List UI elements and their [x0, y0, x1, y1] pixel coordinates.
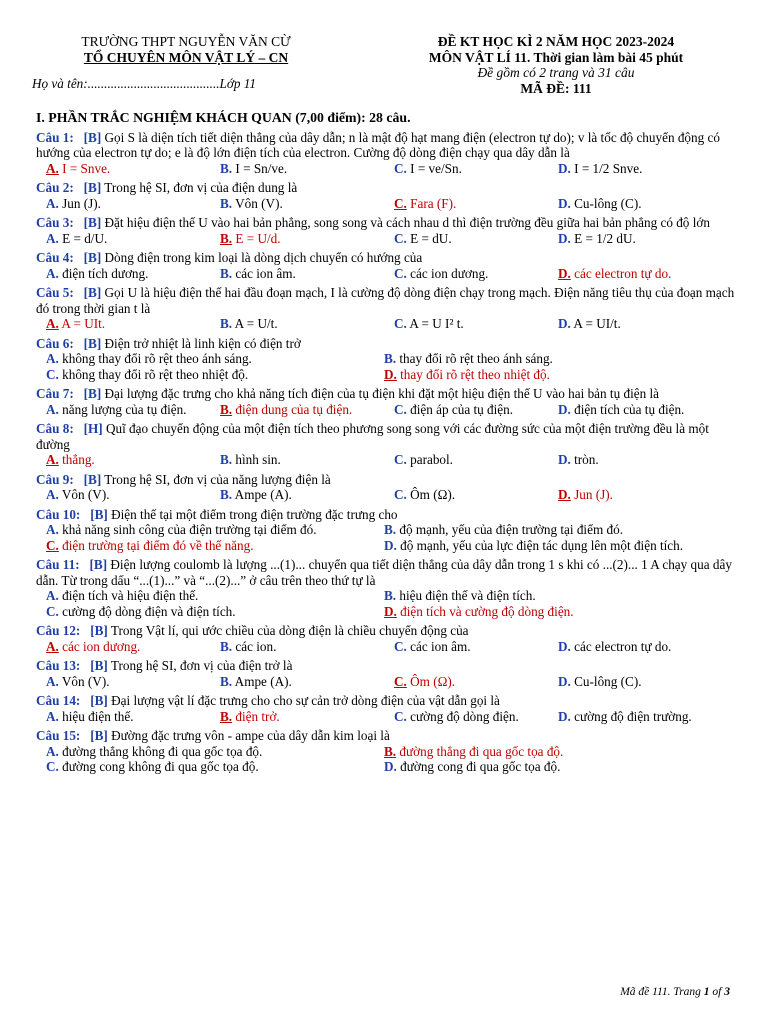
- option-letter: B.: [384, 522, 397, 537]
- answer-option: [374, 759, 736, 775]
- question-text: Điện trở nhiệt là linh kiện có điện trở: [104, 335, 301, 351]
- answer-option: [210, 161, 384, 177]
- question-text: Gọi S là diện tích tiết diện thẳng của dây dẫn; n là mật độ hạt mang điện (electron tự do); v là tốc độ chuyển động có hướng của electron tự do; e là độ lớn điện tích của electron. Cường độ dòng điện chạy qua dây dẫn là: [36, 129, 720, 160]
- option-letter: D.: [558, 230, 571, 246]
- option-letter: D.: [558, 316, 571, 331]
- option-text: thẳng.: [62, 452, 95, 467]
- page-footer: [620, 985, 730, 1001]
- answer-option-correct: [36, 452, 210, 468]
- option-letter: B.: [220, 195, 233, 211]
- question-level: [B]: [90, 693, 108, 708]
- question-text-line: [36, 507, 736, 523]
- school-name: TRƯỜNG THPT NGUYỄN VĂN CỪ: [81, 34, 291, 49]
- option-list: [36, 674, 736, 690]
- question-text-line: [36, 250, 736, 266]
- question: [36, 557, 736, 619]
- option-text: cường độ dòng điện.: [410, 708, 519, 724]
- question-number: Câu 13:: [36, 658, 81, 673]
- question-list: [36, 130, 736, 775]
- answer-option: [374, 588, 736, 604]
- option-list: [36, 351, 736, 382]
- answer-option-correct: [374, 604, 736, 620]
- option-text: Vôn (V).: [61, 487, 110, 502]
- option-text: không thay đổi rõ rệt theo nhiệt độ.: [62, 366, 249, 382]
- option-letter: D.: [558, 487, 571, 502]
- answer-option: [36, 402, 210, 418]
- option-letter: C.: [394, 316, 407, 331]
- question: [36, 693, 736, 724]
- answer-option: [548, 639, 736, 655]
- option-letter: B.: [220, 230, 233, 246]
- question-number: Câu 2:: [36, 180, 74, 195]
- answer-option: [36, 522, 374, 538]
- option-list: [36, 522, 736, 553]
- question-text-line: [36, 130, 736, 161]
- answer-option: [548, 452, 736, 468]
- question: [36, 421, 736, 468]
- answer-option: [548, 316, 736, 332]
- department-name: TỔ CHUYÊN MÔN VẬT LÝ – CN: [83, 49, 289, 65]
- footer-total: 3: [724, 986, 730, 998]
- option-letter: C.: [46, 759, 59, 774]
- option-text: I = 1/2 Snve.: [574, 160, 643, 176]
- option-text: độ mạnh, yếu của điện trường tại điểm đó.: [399, 522, 623, 537]
- option-letter: C.: [394, 160, 407, 176]
- question-text: Quĩ đạo chuyển động của một điện tích theo phương song song với các đường sức của một điện trường đều là một đường: [36, 421, 709, 452]
- option-text: cường độ dòng điện và điện tích.: [62, 603, 236, 619]
- option-letter: C.: [46, 603, 59, 619]
- option-letter: C.: [394, 230, 407, 246]
- option-text: A = U I² t.: [409, 316, 464, 331]
- exam-code: MÃ ĐỀ: 111: [520, 80, 592, 96]
- option-letter: C.: [394, 265, 407, 281]
- answer-option: [210, 266, 384, 282]
- question-number: Câu 7:: [36, 386, 74, 401]
- question-text: Trong Vật lí, qui ước chiều của dòng điện là chiều chuyển động của: [110, 623, 469, 638]
- answer-option: [374, 522, 736, 538]
- answer-option: [548, 674, 736, 690]
- option-text: điện tích và hiệu điện thế.: [62, 588, 199, 603]
- question-level: [B]: [83, 285, 102, 300]
- answer-option: [36, 759, 374, 775]
- option-letter: A.: [46, 160, 59, 176]
- answer-option: [374, 538, 736, 554]
- question-text-line: [36, 285, 736, 316]
- question: [36, 180, 736, 211]
- option-letter: A.: [46, 673, 59, 689]
- option-text: khả năng sinh công của điện trường tại điểm đó.: [62, 522, 317, 537]
- option-text: các electron tự do.: [574, 638, 672, 654]
- option-letter: A.: [46, 401, 59, 417]
- option-text: cường độ điện trường.: [574, 708, 692, 724]
- option-text: tròn.: [574, 452, 599, 467]
- option-list: [36, 402, 736, 418]
- answer-option: [36, 487, 210, 503]
- answer-option: [36, 266, 210, 282]
- option-letter: D.: [558, 638, 571, 654]
- answer-option: [384, 639, 548, 655]
- option-letter: B.: [220, 452, 233, 467]
- question-number: Câu 3:: [36, 215, 74, 230]
- exam-title: ĐỀ KT HỌC KÌ 2 NĂM HỌC 2023-2024: [437, 34, 675, 49]
- answer-option: [36, 588, 374, 604]
- option-letter: D.: [384, 537, 397, 553]
- question-text-line: [36, 658, 736, 674]
- option-letter: C.: [394, 673, 407, 689]
- option-letter: D.: [558, 708, 571, 724]
- answer-option-correct: [548, 266, 736, 282]
- option-text: Ampe (A).: [234, 673, 292, 689]
- answer-option-correct: [36, 538, 374, 554]
- question-text: Điện lượng coulomb là lượng ...(1)... chuyển qua tiết diện thẳng của dây dẫn trong 1 s khi có ...(2)... 1 A chạy qua dây dẫn. Từ trong dấu “...(1)...” và “...(2)...” ở câu trên theo thứ tự là: [36, 557, 732, 588]
- option-text: các ion dương.: [62, 638, 141, 654]
- option-letter: C.: [394, 638, 407, 654]
- option-letter: D.: [384, 603, 397, 619]
- question: [36, 507, 736, 554]
- option-text: I = ve/Sn.: [410, 160, 462, 176]
- option-text: hình sin.: [235, 452, 281, 467]
- answer-option: [548, 196, 736, 212]
- option-letter: D.: [384, 759, 397, 774]
- option-text: Jun (J).: [574, 487, 613, 502]
- question-text-line: [36, 728, 736, 744]
- answer-option: [384, 316, 548, 332]
- option-letter: C.: [394, 708, 407, 724]
- answer-option-correct: [36, 161, 210, 177]
- option-text: điện tích và cường độ dòng điện.: [400, 603, 574, 619]
- answer-option: [36, 231, 210, 247]
- question-number: Câu 14:: [36, 693, 81, 708]
- option-letter: B.: [220, 708, 233, 724]
- question-text-line: [36, 336, 736, 352]
- question-number: Câu 12:: [36, 623, 81, 638]
- option-text: các ion dương.: [410, 265, 489, 281]
- option-letter: D.: [558, 401, 571, 417]
- question: [36, 336, 736, 383]
- question: [36, 386, 736, 417]
- option-text: các ion âm.: [410, 638, 471, 654]
- question-number: Câu 5:: [36, 285, 74, 300]
- question-number: Câu 4:: [36, 250, 74, 265]
- answer-option: [210, 639, 384, 655]
- exam-page: [32, 34, 736, 779]
- option-text: Jun (J).: [62, 195, 101, 211]
- question-text: Đặt hiệu điện thế U vào hai bản phẳng, song song và cách nhau d thì điện trường đều giữa hai bản phẳng có độ lớn: [104, 215, 710, 230]
- option-letter: D.: [558, 265, 571, 281]
- option-text: A = UI/t.: [573, 316, 621, 331]
- answer-option: [384, 402, 548, 418]
- option-text: điện trường tại điểm đó về thế năng.: [62, 537, 254, 553]
- question-level: [B]: [83, 129, 102, 145]
- answer-option: [548, 161, 736, 177]
- question-level: [B]: [90, 658, 108, 673]
- option-letter: A.: [46, 708, 59, 724]
- option-letter: B.: [220, 638, 233, 654]
- answer-option-correct: [384, 674, 548, 690]
- question: [36, 285, 736, 332]
- answer-option-correct: [210, 231, 384, 247]
- footer-text: Mã đề 111. Trang: [620, 986, 704, 998]
- question-text: Trong hệ SI, đơn vị của năng lượng điện là: [104, 471, 331, 487]
- answer-option: [210, 674, 384, 690]
- option-letter: B.: [220, 401, 233, 417]
- answer-option: [548, 402, 736, 418]
- option-text: điện tích của tụ điện.: [574, 401, 685, 417]
- question-level: [B]: [89, 557, 108, 572]
- option-text: đường thẳng không đi qua gốc tọa độ.: [62, 743, 263, 759]
- student-name-line: Họ và tên:........................................Lớp 11: [32, 76, 257, 91]
- question-text-line: [36, 421, 736, 452]
- option-text: điện áp của tụ điện.: [410, 401, 514, 417]
- option-letter: D.: [558, 673, 571, 689]
- question-text-line: [36, 557, 736, 588]
- option-letter: B.: [220, 673, 233, 689]
- option-letter: C.: [394, 401, 407, 417]
- question-number: Câu 10:: [36, 506, 81, 522]
- option-letter: A.: [46, 588, 59, 603]
- answer-option: [36, 744, 374, 760]
- question-text-line: [36, 215, 736, 231]
- answer-option-correct: [548, 487, 736, 503]
- option-text: E = dU.: [410, 230, 452, 246]
- option-list: [36, 231, 736, 247]
- question-text: Dòng điện trong kim loại là dòng dịch chuyển có hướng của: [104, 250, 423, 265]
- answer-option-correct: [374, 367, 736, 383]
- answer-option: [384, 231, 548, 247]
- option-letter: A.: [46, 638, 59, 654]
- question: [36, 130, 736, 177]
- option-list: [36, 161, 736, 177]
- option-text: hiệu điện thế.: [62, 708, 134, 724]
- option-text: hiệu điện thế và điện tích.: [399, 588, 536, 603]
- option-letter: B.: [384, 588, 397, 603]
- option-letter: C.: [394, 452, 407, 467]
- option-text: E = d/U.: [62, 230, 108, 246]
- question-level: [B]: [83, 471, 102, 487]
- option-text: điện dung của tụ điện.: [235, 401, 353, 417]
- option-letter: D.: [384, 366, 397, 382]
- option-letter: B.: [220, 487, 233, 502]
- answer-option: [36, 196, 210, 212]
- option-list: [36, 639, 736, 655]
- answer-option: [36, 674, 210, 690]
- question-text-line: [36, 180, 736, 196]
- option-letter: A.: [46, 487, 59, 502]
- footer-page: 1: [703, 986, 710, 998]
- option-text: Fara (F).: [410, 195, 457, 211]
- option-letter: B.: [220, 316, 233, 331]
- option-text: các ion âm.: [235, 265, 296, 281]
- question-text: Điện thế tại một điểm trong điện trường đặc trưng cho: [111, 506, 398, 522]
- answer-option-correct: [384, 196, 548, 212]
- answer-option-correct: [36, 316, 210, 332]
- question-text-line: [36, 693, 736, 709]
- answer-option: [384, 266, 548, 282]
- option-text: A = U/t.: [234, 316, 278, 331]
- option-letter: D.: [558, 195, 571, 211]
- question-level: [B]: [90, 506, 108, 522]
- question-level: [B]: [83, 250, 102, 265]
- option-text: thay đổi rõ rệt theo nhiệt độ.: [400, 366, 550, 382]
- answer-option-correct: [374, 744, 736, 760]
- option-list: [36, 266, 736, 282]
- header-right: [366, 34, 746, 96]
- option-text: Cu-lông (C).: [574, 673, 642, 689]
- answer-option: [384, 161, 548, 177]
- answer-option: [210, 316, 384, 332]
- option-text: Ôm (Ω).: [410, 487, 456, 502]
- option-letter: C.: [46, 537, 59, 553]
- option-letter: A.: [46, 452, 59, 467]
- answer-option: [548, 709, 736, 725]
- section-title: I. PHẦN TRẮC NGHIỆM KHÁCH QUAN (7,00 điểm): 28 câu.: [36, 110, 411, 125]
- option-text: E = U/d.: [235, 230, 281, 246]
- question-level: [B]: [83, 386, 102, 401]
- option-list: [36, 487, 736, 503]
- question: [36, 250, 736, 281]
- answer-option: [36, 367, 374, 383]
- option-list: [36, 744, 736, 775]
- option-list: [36, 709, 736, 725]
- option-letter: B.: [384, 743, 397, 759]
- answer-option: [210, 452, 384, 468]
- subject-line: MÔN VẬT LÍ 11. Thời gian làm bài 45 phút: [428, 49, 684, 65]
- question-number: Câu 11:: [36, 557, 80, 572]
- question-text: Đại lượng vật lí đặc trưng cho cho sự cản trở dòng điện của vật dẫn gọi là: [111, 693, 500, 708]
- answer-option-correct: [210, 402, 384, 418]
- answer-option: [36, 604, 374, 620]
- answer-option: [548, 231, 736, 247]
- option-text: parabol.: [410, 452, 453, 467]
- question-text-line: [36, 623, 736, 639]
- option-letter: C.: [394, 487, 407, 502]
- option-list: [36, 316, 736, 332]
- answer-option: [210, 487, 384, 503]
- option-text: Vôn (V).: [61, 673, 110, 689]
- question-number: Câu 6:: [36, 335, 74, 351]
- option-letter: A.: [46, 195, 59, 211]
- option-text: điện trở.: [235, 708, 280, 724]
- pages-note: Đề gồm có 2 trang và 31 câu: [477, 65, 635, 80]
- answer-option: [36, 709, 210, 725]
- question-text: Đại lượng đặc trưng cho khả năng tích điện của tụ điện khi đặt một hiệu điện thế U vào hai bản tụ điện là: [104, 386, 659, 401]
- question: [36, 472, 736, 503]
- answer-option: [36, 351, 374, 367]
- answer-option: [384, 452, 548, 468]
- answer-option: [384, 487, 548, 503]
- question-text-line: [36, 386, 736, 402]
- option-letter: A.: [46, 265, 59, 281]
- answer-option-correct: [36, 639, 210, 655]
- option-text: năng lượng của tụ điện.: [62, 401, 187, 417]
- question-number: Câu 15:: [36, 728, 81, 743]
- option-text: E = 1/2 dU.: [574, 230, 636, 246]
- question-level: [H]: [83, 421, 103, 436]
- option-letter: A.: [46, 230, 59, 246]
- question-number: Câu 8:: [36, 421, 74, 436]
- question-level: [B]: [83, 215, 102, 230]
- option-letter: A.: [46, 351, 59, 366]
- question-number: Câu 1:: [36, 129, 74, 145]
- answer-option: [384, 709, 548, 725]
- option-text: I = Sn/ve.: [235, 160, 288, 176]
- option-list: [36, 196, 736, 212]
- option-text: Cu-lông (C).: [574, 195, 642, 211]
- exam-header: [32, 34, 736, 104]
- answer-option: [210, 196, 384, 212]
- option-text: điện tích dương.: [62, 265, 149, 281]
- option-text: đường thẳng đi qua gốc tọa độ.: [399, 743, 564, 759]
- answer-option: [374, 351, 736, 367]
- question-level: [B]: [83, 180, 102, 195]
- question-text: Trong hệ SI, đơn vị của điện dung là: [104, 180, 298, 195]
- question-text: Gọi U là hiệu điện thế hai đầu đoạn mạch, I là cường độ dòng điện chạy trong mạch. Điện năng tiêu thụ của đoạn mạch đó trong thời gian t là: [36, 285, 735, 316]
- question-level: [B]: [90, 623, 108, 638]
- question: [36, 215, 736, 246]
- header-left: [36, 34, 336, 65]
- question: [36, 623, 736, 654]
- question-text: Trong hệ SI, đơn vị của điện trở là: [110, 658, 293, 673]
- option-text: A = UIt.: [61, 316, 106, 331]
- option-letter: D.: [558, 452, 571, 467]
- option-letter: A.: [46, 316, 59, 331]
- option-letter: B.: [384, 351, 397, 366]
- option-letter: A.: [46, 522, 59, 537]
- question-level: [B]: [90, 728, 108, 743]
- question-number: Câu 9:: [36, 471, 74, 487]
- option-letter: A.: [46, 743, 59, 759]
- option-letter: B.: [220, 160, 233, 176]
- option-text: độ mạnh, yếu của lực điện tác dụng lên một điện tích.: [400, 537, 684, 553]
- answer-option-correct: [210, 709, 384, 725]
- option-text: I = Snve.: [62, 160, 111, 176]
- footer-of: of: [709, 986, 725, 998]
- question-text-line: [36, 472, 736, 488]
- option-text: không thay đổi rõ rệt theo ánh sáng.: [62, 351, 252, 366]
- option-letter: D.: [558, 160, 571, 176]
- question: [36, 728, 736, 775]
- option-text: các electron tự do.: [574, 265, 672, 281]
- option-letter: C.: [46, 366, 59, 382]
- option-list: [36, 588, 736, 619]
- option-text: Ampe (A).: [234, 487, 292, 502]
- option-letter: C.: [394, 195, 407, 211]
- question: [36, 658, 736, 689]
- question-level: [B]: [83, 335, 102, 351]
- option-text: Ôm (Ω).: [410, 673, 456, 689]
- option-letter: B.: [220, 265, 233, 281]
- option-text: Vôn (V).: [235, 195, 283, 211]
- option-text: thay đổi rõ rệt theo ánh sáng.: [399, 351, 553, 366]
- option-text: đường cong đi qua gốc tọa độ.: [400, 759, 561, 774]
- option-text: các ion.: [235, 638, 277, 654]
- question-text: Đường đặc trưng vôn - ampe của dây dẫn kim loại là: [111, 728, 390, 743]
- option-list: [36, 452, 736, 468]
- option-text: đường cong không đi qua gốc tọa độ.: [62, 759, 259, 774]
